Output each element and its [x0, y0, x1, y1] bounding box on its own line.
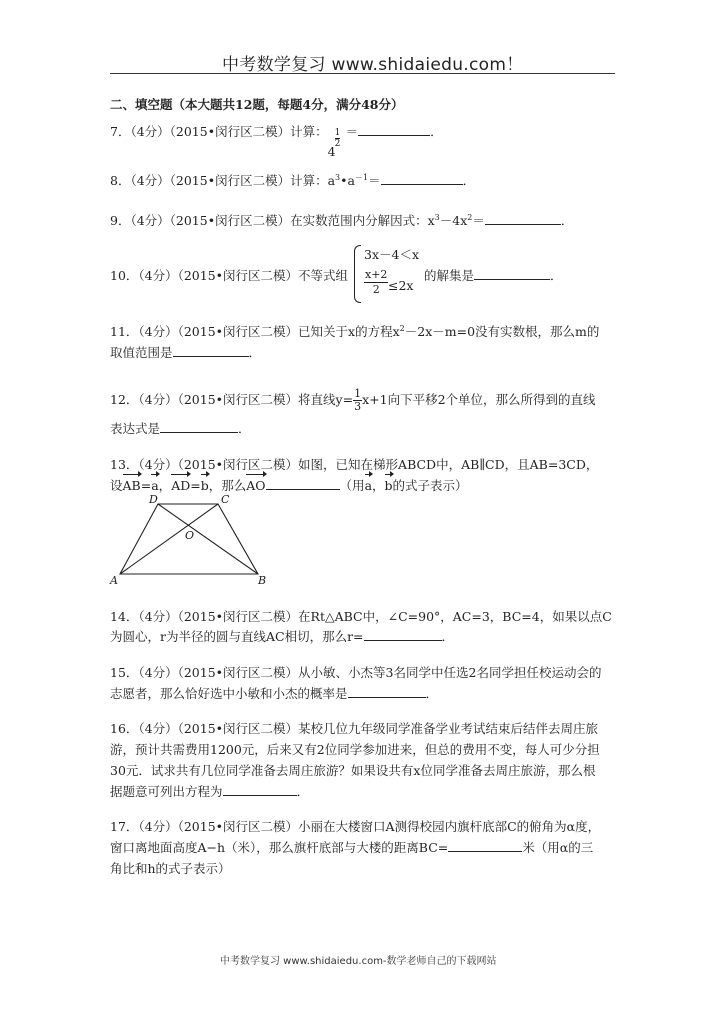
question-14-line1: 14．（4分）（2015•闵行区二模）在Rt△ABC中，∠C=90°，AC=3，BC=4，如果以点C: [110, 609, 612, 624]
question-17-line1: 17．（4分）（2015•闵行区二模）小丽在大楼窗口A测得校园内旗杆底部C的俯角为α度，: [110, 819, 601, 834]
q9-text: 9．（4分）（2015•闵行区二模）在实数范围内分解因式：x: [110, 213, 435, 228]
q12-end: ．: [238, 421, 251, 436]
q8-equals: ＝: [368, 173, 381, 188]
q9-exp1: 3: [434, 212, 440, 222]
label-b: B: [258, 574, 267, 587]
diagonal-bd: [158, 504, 258, 574]
question-16-line1: 16．（4分）（2015•闵行区二模）某校几位九年级同学准备学业考试结束后结伴去周庄旅: [110, 721, 599, 736]
trapezoid-figure: [108, 492, 268, 588]
q13-text-b: ，那么: [208, 478, 247, 493]
q15-answer-blank: [348, 685, 426, 698]
q16-line4-text: 据题意可列出方程为: [110, 784, 223, 799]
q9-exp2: 2: [467, 212, 473, 222]
q10-answer-blank: [474, 267, 550, 280]
q7-equals: ＝: [345, 124, 359, 139]
label-d: D: [149, 493, 158, 506]
vector-b: b: [201, 476, 209, 496]
q7-end: ．: [430, 124, 443, 139]
q9-mid: －4x: [439, 213, 468, 228]
q11-answer-blank: [173, 344, 249, 357]
q12-text-b: x+1向下平移2个单位，那么所得到的直线: [362, 392, 596, 407]
q7-exponent: 1 2: [334, 128, 341, 149]
question-17-line3: 角比和h的式子表示）: [110, 861, 231, 876]
question-12-line1: [110, 388, 596, 413]
question-7: [110, 122, 443, 159]
vector-b-ref: b: [385, 476, 393, 496]
question-8: [110, 171, 475, 191]
q10-frac-num: x+2: [365, 268, 388, 281]
question-16-line4: [110, 782, 309, 802]
q11-end: ．: [248, 345, 262, 360]
q10-suffix-text: 的解集是: [424, 268, 475, 283]
header-rule: [110, 73, 615, 74]
q9-answer-blank: [485, 212, 561, 225]
question-9: [110, 211, 573, 231]
q12-text-a: 12．（4分）（2015•闵行区二模）将直线y=: [110, 392, 354, 407]
question-16-line2: 游，预计共需费用1200元，后来又有2位同学参加进来，但总的费用不变，每人可少分担: [110, 742, 600, 757]
q17-text-b: 米（用α的三: [522, 840, 594, 855]
q11-exp: 2: [399, 323, 405, 333]
q8-answer-blank: [381, 172, 463, 185]
q8-mid: •a: [340, 173, 355, 188]
q12-line2-text: 表达式是: [110, 421, 161, 436]
q7-answer-blank: [358, 123, 430, 136]
q11-line2-text: 取值范围是: [110, 345, 173, 360]
q15-line2-text: 志愿者，那么恰好选中小敏和小杰的概率是: [110, 686, 348, 701]
question-11-line2: [110, 343, 261, 363]
q8-text: 8．（4分）（2015•闵行区二模）计算：a: [110, 173, 336, 188]
q14-answer-blank: [364, 628, 442, 641]
label-a: A: [110, 574, 118, 587]
q17-answer-blank: [448, 839, 522, 852]
q7-text: 7．（4分）（2015•闵行区二模）计算：: [110, 124, 328, 139]
question-10-prefix: 10．（4分）（2015•闵行区二模）不等式组: [110, 268, 349, 283]
q11-text-b: －2x－m=0没有实数根，那么m的: [404, 324, 600, 339]
question-11-line1: [110, 322, 599, 342]
q14-end: ．: [441, 629, 455, 644]
question-15-line1: 15．（4分）（2015•闵行区二模）从小敏、小杰等3名同学中任选2名同学担任校运动会的: [110, 665, 602, 680]
label-c: C: [221, 493, 230, 506]
q8-end: ．: [462, 173, 476, 188]
vector-ao: AO: [246, 476, 265, 496]
q8-exp2: －1: [354, 172, 369, 182]
q17-text-a: 窗口离地面高度A−h（米），那么旗杆底部与大楼的距离BC=: [110, 840, 449, 855]
page-footer: 中考数学复习 www.shidaiedu.com-数学老师自己的下载网站: [220, 956, 497, 967]
q12-fraction: [353, 388, 362, 413]
q12-frac-den: 3: [354, 400, 362, 413]
q9-end: ．: [560, 213, 574, 228]
q10-end: ．: [550, 268, 563, 283]
question-14-line2: [110, 627, 454, 647]
q16-end: ．: [296, 784, 310, 799]
question-16-line3: 30元．试求共有几位同学准备去周庄旅游？如果设共有x位同学准备去周庄旅游，那么根: [110, 763, 596, 778]
q11-text-a: 11．（4分）（2015•闵行区二模）已知关于x的方程x: [110, 324, 400, 339]
q10-brace: [354, 245, 361, 303]
q8-exp1: 3: [335, 172, 341, 182]
q13-comma: ，: [158, 478, 172, 493]
q14-line2-text: 为圆心，r为半径的圆与直线AC相切，那么r=: [110, 629, 364, 644]
q13-sep: ，: [372, 478, 385, 493]
vector-a: a: [151, 476, 158, 496]
q10-fraction: [364, 268, 388, 297]
question-15-line2: [110, 684, 438, 704]
q16-answer-blank: [223, 783, 297, 796]
q10-suffix: [424, 266, 563, 286]
q13-text-a: 设: [110, 478, 123, 493]
question-13-line1: 13．（4分）（2015•闵行区二模）如图，已知在梯形ABCD中，AB∥CD，且AB=3CD，: [110, 457, 599, 472]
q10-inequality-1: 3x－4＜x: [364, 247, 420, 262]
q13-eq-b: =: [190, 478, 201, 493]
question-12-line2: [110, 419, 251, 439]
page-header-title: 中考数学复习 www.shidaiedu.com！: [222, 55, 524, 75]
q10-frac-den: 2: [372, 283, 380, 296]
q13-eq-a: =: [140, 478, 152, 493]
q15-end: ．: [425, 686, 439, 701]
q12-answer-blank: [160, 420, 238, 433]
vector-ab: AB: [123, 476, 141, 496]
q7-base: 4: [327, 144, 336, 159]
diagonal-ac: [120, 504, 218, 574]
q13-answer-blank: [266, 477, 340, 490]
q10-inequality-2-tail: ≤2x: [388, 278, 414, 293]
q12-frac-num: 1: [354, 387, 362, 400]
q13-text-d: 的式子表示）: [392, 478, 468, 493]
vector-ad: AD: [171, 476, 190, 496]
question-17-line2: [110, 838, 593, 858]
section-title: 二、填空题（本大题共12题，每题4分，满分48分）: [110, 97, 404, 112]
label-o: O: [185, 529, 195, 542]
q9-equals: ＝: [472, 213, 485, 228]
vector-a-ref: a: [365, 476, 372, 496]
q13-text-c: （用: [339, 478, 365, 493]
